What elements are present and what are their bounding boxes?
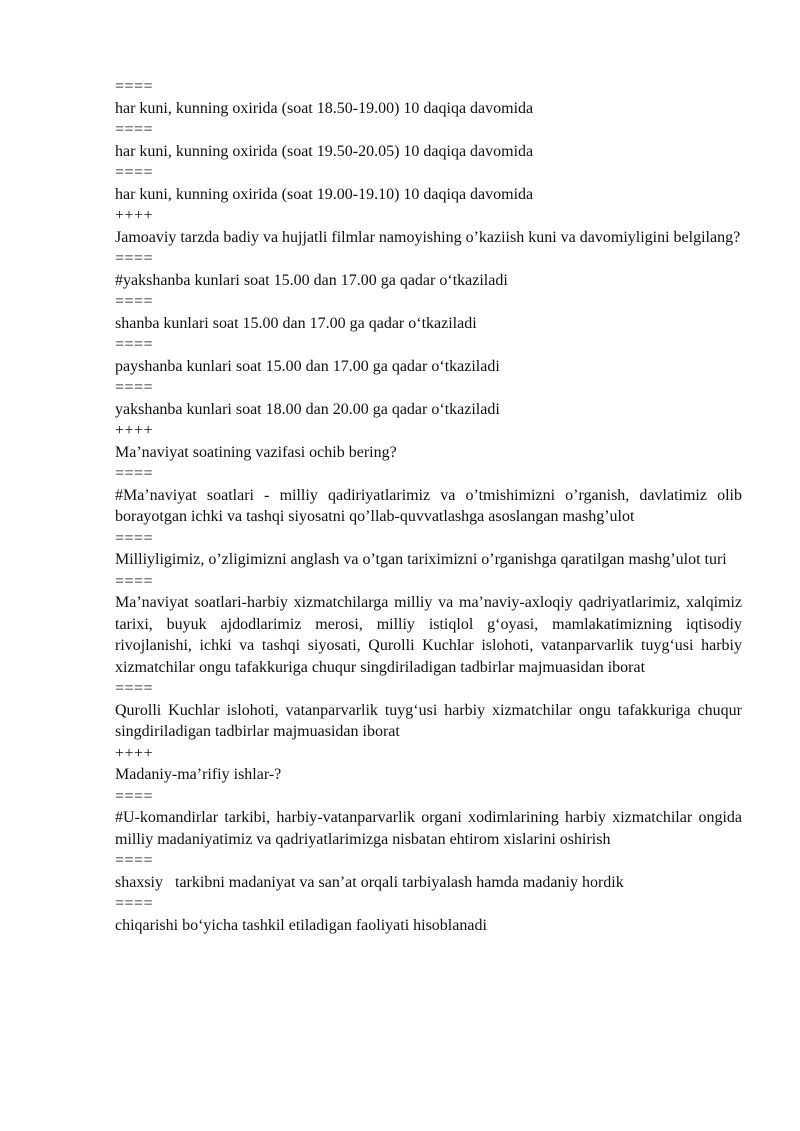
answer-separator: ==== — [115, 787, 154, 805]
question-separator: ++++ — [115, 422, 154, 439]
answer-separator: ==== — [115, 78, 154, 95]
answer-option: chiqarishi bo‘yicha tashkil etiladigan faoliyati hisoblanadi — [115, 916, 487, 934]
answer-option: shaxsiy tarkibni madaniyat va san’at orqali tarbiyalash hamda madaniy hordik — [115, 873, 624, 891]
answer-option: payshanba kunlari soat 15.00 dan 17.00 ga qadar o‘tkaziladi — [115, 357, 500, 375]
answer-separator: ==== — [115, 572, 154, 590]
document-page — [115, 76, 742, 936]
answer-separator: ==== — [115, 852, 154, 869]
answer-separator: ==== — [115, 250, 154, 267]
question-text: Madaniy-ma’rifiy ishlar-? — [115, 766, 282, 783]
answer-option: har kuni, kunning oxirida (soat 19.50-20.05) 10 daqiqa davomida — [115, 142, 534, 160]
answer-option: yakshanba kunlari soat 18.00 dan 20.00 ga qadar o‘tkaziladi — [115, 400, 500, 418]
answer-separator: ==== — [115, 293, 154, 310]
question-text: Jamoaviy tarzda badiy va hujjatli filmlar namoyishing o’kaziish kuni va davomiyligini belgilang? — [115, 228, 741, 246]
answer-separator: ==== — [115, 895, 154, 912]
answer-separator: ==== — [115, 164, 154, 181]
correct-answer-option: #yakshanba kunlari soat 15.00 dan 17.00 ga qadar o‘tkaziladi — [115, 271, 508, 289]
question-separator: ++++ — [115, 207, 154, 224]
answer-option: Milliyligimiz, o’zligimizni anglash va o’tgan tariximizni o’rganishga qaratilgan mashg’ulot turi — [115, 551, 727, 568]
correct-answer-option: #Ma’naviyat soatlari - milliy qadiriyatlarimiz va o’tmishimizni o’rganish, davlatimiz olib borayotgan ichki va tashqi siyosatni qo’llab-quvvatlashga asoslangan mashg’ulot — [115, 486, 742, 525]
correct-answer-option: #U-komandirlar tarkibi, harbiy-vatanparvarlik organi xodimlarining harbiy xizmatchilar ongida milliy madaniyatimiz va qadriyatlarimizga nisbatan ehtirom xislarini oshirish — [115, 809, 742, 848]
question-text: Ma’naviyat soatining vazifasi ochib bering? — [115, 443, 397, 461]
answer-separator: ==== — [115, 336, 154, 353]
answer-option: shanba kunlari soat 15.00 dan 17.00 ga qadar o‘tkaziladi — [115, 314, 477, 332]
answer-separator: ==== — [115, 529, 154, 547]
answer-separator: ==== — [115, 379, 154, 396]
answer-separator: ==== — [115, 680, 154, 697]
question-separator: ++++ — [115, 744, 154, 762]
answer-separator: ==== — [115, 465, 154, 482]
answer-separator: ==== — [115, 121, 154, 138]
answer-option: har kuni, kunning oxirida (soat 18.50-19.00) 10 daqiqa davomida — [115, 99, 534, 117]
answer-option: har kuni, kunning oxirida (soat 19.00-19.10) 10 daqiqa davomida — [115, 185, 534, 203]
answer-option: Ma’naviyat soatlari-harbiy xizmatchilarga milliy va ma’naviy-axloqiy qadriyatlarimiz, xalqimiz tarixi, buyuk ajdodlarimiz merosi, milliy istiqlol g‘oyasi, mamlakatimizning iqtisodiy rivojlanishi, ichki va tashqi siyosati, Qurolli Kuchlar islohoti, vatanparvarlik tuyg‘usi harbiy xizmatchilar ongu tafakkuriga chuqur singdiriladigan tadbirlar majmuasidan iborat — [115, 594, 742, 676]
answer-option: Qurolli Kuchlar islohoti, vatanparvarlik tuyg‘usi harbiy xizmatchilar ongu tafakkuriga chuqur singdiriladigan tadbirlar majmuasidan iborat — [115, 701, 742, 740]
